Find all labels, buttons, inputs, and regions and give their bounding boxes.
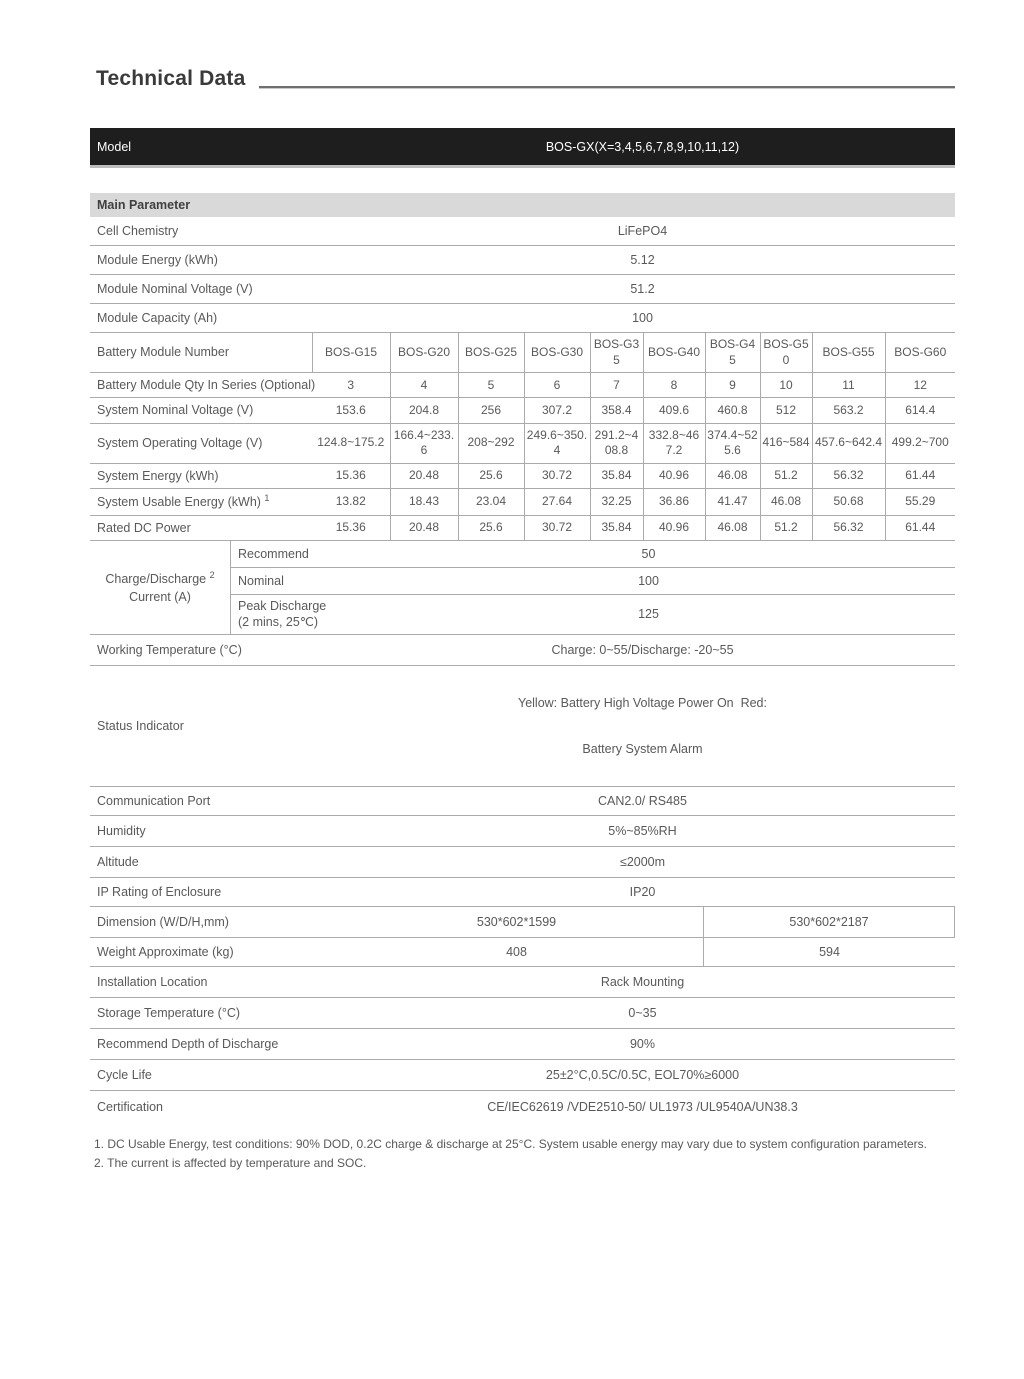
- row-label: System Nominal Voltage (V): [90, 398, 312, 423]
- cell: 204.8: [390, 398, 458, 423]
- cell: 50.68: [812, 489, 885, 515]
- param-row-cycle-life: [90, 1060, 955, 1091]
- param-row-module-capacity: [90, 304, 955, 333]
- param-label: Humidity: [97, 824, 146, 839]
- cell: 3: [312, 373, 390, 398]
- cell: 460.8: [705, 398, 760, 423]
- cell: BOS-G15: [312, 333, 390, 373]
- cell: 18.43: [390, 489, 458, 515]
- datasheet-page: [90, 0, 955, 1173]
- cell: 12: [885, 373, 955, 398]
- page-title: Technical Data: [96, 67, 246, 90]
- param-row-communication-port: [90, 787, 955, 816]
- cell: 4: [390, 373, 458, 398]
- cell: 56.32: [812, 463, 885, 488]
- param-value: 25±2°C,0.5C/0.5C, EOL70%≥6000: [545, 1068, 740, 1083]
- footnote-ref-1: 1: [264, 493, 270, 504]
- footnote-1: 1. DC Usable Energy, test conditions: 90% DOD, 0.2C charge & discharge at 25°C. System usable energy may vary due to system configuration parameters.: [94, 1137, 927, 1152]
- param-value: IP20: [629, 885, 656, 900]
- cell: 457.6~642.4: [812, 423, 885, 463]
- cell: BOS-G50: [760, 333, 812, 373]
- model-label: Model: [97, 139, 132, 154]
- param-value: Yellow: Battery High Voltage Power On Red: Battery System Alarm: [518, 695, 767, 756]
- cell: BOS-G55: [812, 333, 885, 373]
- cell: 40.96: [643, 463, 705, 488]
- cell: 9: [705, 373, 760, 398]
- table-row-system-operating-voltage: [90, 423, 955, 463]
- cell: 51.2: [760, 463, 812, 488]
- param-row-installation-location: [90, 967, 955, 998]
- param-value: 5.12: [630, 253, 655, 267]
- cell: BOS-G45: [705, 333, 760, 373]
- param-value: CAN2.0/ RS485: [598, 794, 687, 809]
- footnote-ref-2: 2: [209, 569, 215, 580]
- weight-value-right: 594: [703, 938, 955, 966]
- table-row-system-energy: [90, 463, 955, 488]
- row-label: Battery Module Number: [90, 333, 312, 373]
- param-row-depth-of-discharge: [90, 1029, 955, 1060]
- cell: 27.64: [524, 489, 590, 515]
- param-label: Installation Location: [97, 975, 208, 990]
- param-row-ip-rating: [90, 878, 955, 907]
- param-value: ≤2000m: [619, 855, 666, 870]
- cell: 15.36: [312, 515, 390, 540]
- cell: 61.44: [885, 515, 955, 540]
- table-row-system-usable-energy: [90, 489, 955, 515]
- cell: 46.08: [705, 463, 760, 488]
- param-value: CE/IEC62619 /VDE2510-50/ UL1973 /UL9540A/UN38.3: [487, 1099, 798, 1114]
- cell: 23.04: [458, 489, 524, 515]
- cell: BOS-G35: [590, 333, 643, 373]
- cell: 30.72: [524, 515, 590, 540]
- sub-row-value: 100: [342, 568, 955, 595]
- model-value: BOS-GX(X=3,4,5,6,7,8,9,10,11,12): [545, 139, 740, 154]
- cell: 332.8~467.2: [643, 423, 705, 463]
- cell: 36.86: [643, 489, 705, 515]
- cell: 20.48: [390, 515, 458, 540]
- param-label: Dimension (W/D/H,mm): [97, 915, 229, 930]
- sub-row-value: 125: [638, 607, 659, 622]
- param-label: Certification: [97, 1099, 163, 1114]
- sub-row-value: 50: [342, 541, 955, 568]
- cell: 35.84: [590, 515, 643, 540]
- cell: 25.6: [458, 463, 524, 488]
- cell: 409.6: [643, 398, 705, 423]
- row-label: System Usable Energy (kWh) $^1$: [90, 489, 312, 515]
- param-row-storage-temperature: [90, 998, 955, 1029]
- footnote-2: 2. The current is affected by temperature and SOC.: [94, 1156, 367, 1171]
- param-row-altitude: [90, 847, 955, 878]
- cell: 358.4: [590, 398, 643, 423]
- param-label: Cell Chemistry: [97, 224, 179, 238]
- cell: 208~292: [458, 423, 524, 463]
- table-row-rated-dc-power: [90, 515, 955, 540]
- param-label: Module Energy (kWh): [97, 253, 218, 267]
- param-value: 0~35: [628, 1006, 657, 1021]
- param-label: Weight Approximate (kg): [97, 945, 234, 960]
- param-row-module-energy: [90, 246, 955, 275]
- cell: 307.2: [524, 398, 590, 423]
- cell: 25.6: [458, 515, 524, 540]
- row-label: System Energy (kWh): [90, 463, 312, 488]
- param-label: Status Indicator: [97, 718, 184, 733]
- cell: 7: [590, 373, 643, 398]
- param-row-working-temperature: [90, 635, 955, 666]
- cell: 249.6~350.4: [524, 423, 590, 463]
- param-row-module-nominal-voltage: [90, 275, 955, 304]
- cell: 166.4~233.6: [390, 423, 458, 463]
- param-label: Storage Temperature (°C): [97, 1006, 241, 1021]
- charge-discharge-label: Charge/Discharge $^2$ Current (A): [105, 569, 215, 604]
- param-value: 51.2: [630, 282, 655, 296]
- cell: 41.47: [705, 489, 760, 515]
- param-row-dimension: [90, 907, 955, 938]
- cell: 6: [524, 373, 590, 398]
- table-row-system-nominal-voltage: [90, 398, 955, 423]
- cell: BOS-G60: [885, 333, 955, 373]
- cell: 35.84: [590, 463, 643, 488]
- cell: 416~584: [760, 423, 812, 463]
- cell: 124.8~175.2: [312, 423, 390, 463]
- cell: 15.36: [312, 463, 390, 488]
- param-value: Charge: 0~55/Discharge: -20~55: [551, 642, 734, 657]
- cell: 56.32: [812, 515, 885, 540]
- page-heading: [96, 66, 955, 92]
- cell: 40.96: [643, 515, 705, 540]
- cell: BOS-G30: [524, 333, 590, 373]
- param-row-cell-chemistry: [90, 217, 955, 246]
- param-row-humidity: [90, 816, 955, 847]
- cell: BOS-G25: [458, 333, 524, 373]
- module-table: [90, 333, 955, 541]
- cell: 256: [458, 398, 524, 423]
- param-row-weight: [90, 938, 955, 967]
- cell: BOS-G20: [390, 333, 458, 373]
- section-header: Main Parameter: [90, 193, 955, 217]
- footnotes: [94, 1135, 955, 1173]
- row-label: Rated DC Power: [90, 515, 312, 540]
- cell: 32.25: [590, 489, 643, 515]
- sub-row-label-recommend: Recommend: [230, 541, 342, 568]
- cell: 20.48: [390, 463, 458, 488]
- cell: 8: [643, 373, 705, 398]
- dimension-value-left: 530*602*1599: [476, 915, 557, 930]
- row-label: System Operating Voltage (V): [90, 423, 312, 463]
- param-label: Communication Port: [97, 794, 211, 809]
- param-label: Module Capacity (Ah): [97, 311, 218, 325]
- param-label: Cycle Life: [97, 1068, 152, 1083]
- cell: BOS-G40: [643, 333, 705, 373]
- param-value: 100: [632, 311, 653, 325]
- cell: 563.2: [812, 398, 885, 423]
- param-label: IP Rating of Enclosure: [97, 885, 222, 900]
- sub-row-label-peak-discharge: Peak Discharge (2 mins, 25℃): [230, 595, 342, 634]
- cell: 55.29: [885, 489, 955, 515]
- param-row-status-indicator: [90, 666, 955, 787]
- table-row-qty-in-series: [90, 373, 955, 398]
- param-value: LiFePO4: [617, 224, 668, 238]
- sub-row-label-nominal: Nominal: [230, 568, 342, 595]
- cell: 291.2~408.8: [590, 423, 643, 463]
- param-label: Working Temperature (°C): [97, 642, 242, 657]
- cell: 46.08: [760, 489, 812, 515]
- cell: 499.2~700: [885, 423, 955, 463]
- cell: 5: [458, 373, 524, 398]
- cell: 614.4: [885, 398, 955, 423]
- param-value: Rack Mounting: [600, 975, 685, 990]
- cell: 374.4~525.6: [705, 423, 760, 463]
- cell: 46.08: [705, 515, 760, 540]
- table-row-battery-module-number: [90, 333, 955, 373]
- cell: 13.82: [312, 489, 390, 515]
- cell: 30.72: [524, 463, 590, 488]
- weight-value-left: 408: [506, 945, 527, 960]
- param-label: Altitude: [97, 855, 139, 870]
- param-value: 5%~85%RH: [608, 824, 677, 839]
- charge-discharge-block: [90, 541, 955, 635]
- cell: 61.44: [885, 463, 955, 488]
- heading-rule: [259, 86, 955, 88]
- cell: 512: [760, 398, 812, 423]
- cell: 153.6: [312, 398, 390, 423]
- param-value: 90%: [629, 1037, 656, 1052]
- param-row-certification: [90, 1091, 955, 1122]
- cell: 11: [812, 373, 885, 398]
- dimension-value-right: 530*602*2187: [703, 907, 955, 937]
- param-label: Recommend Depth of Discharge: [97, 1037, 279, 1052]
- row-label: Battery Module Qty In Series (Optional): [90, 373, 312, 398]
- model-bar: [90, 128, 955, 168]
- cell: 51.2: [760, 515, 812, 540]
- param-label: Module Nominal Voltage (V): [97, 282, 253, 296]
- cell: 10: [760, 373, 812, 398]
